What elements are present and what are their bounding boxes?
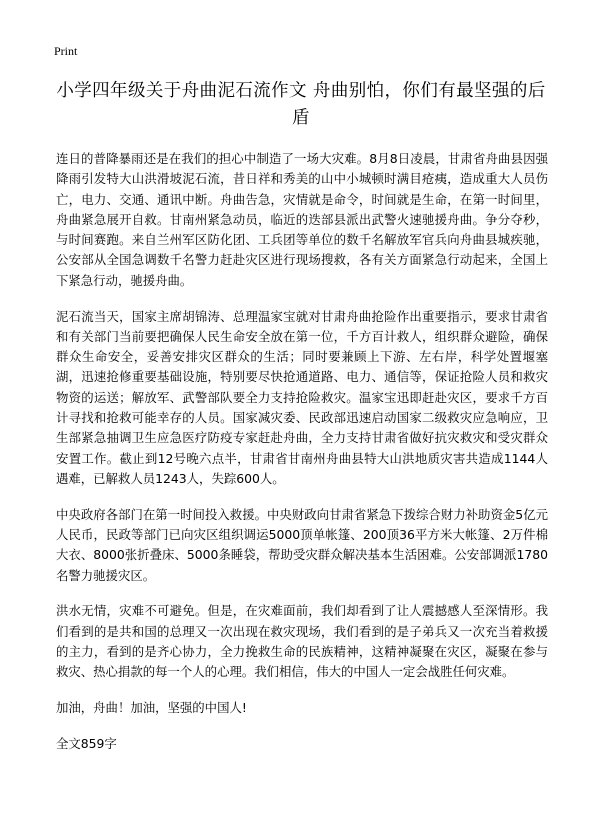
word-count: 全文859字 <box>56 735 117 751</box>
article-title: 小学四年级关于舟曲泥石流作文 舟曲别怕，你们有最坚强的后盾 <box>56 81 546 128</box>
paragraph-5: 加油，舟曲！加油，坚强的中国人! <box>56 700 247 716</box>
article-body <box>56 149 548 770</box>
print-link[interactable]: Print <box>54 44 78 58</box>
paragraph-2: 泥石流当天，国家主席胡锦涛、总理温家宝就对甘肃舟曲抢险作出重要指示，要求甘肃省和有关部门当前要把确保人民生命安全放在第一位，千方百计救人，组织群众避险，确保群众生命安全，妥善安排灾区群众的生活；同时要兼顾上下游、左右岸，科学处置堰塞湖，迅速抢修重要基础设施，特别要尽快抢通道路、电力、通信等，保证抢险人员和救灾物资的运送；解放军、武警部队要全力支持抢险救灾。温家宝迅即赶赴灾区，要求千方百计寻找和抢救可能幸存的人员。国家减灾委、民政部迅速启动国家二级救灾应急响应，卫生部紧急抽调卫生应急医疗防疫专家赶赴舟曲，全力支持甘肃省做好抗灾救灾和受灾群众安置工作。截止到12号晚六点半，甘肃省甘南州舟曲县特大山洪地质灾害共造成1144人遇难，已解救人员1243人，失踪600人。 <box>56 308 548 486</box>
paragraph-4: 洪水无情，灾难不可避免。但是，在灾难面前，我们却看到了让人震撼感人至深情形。我们看到的是共和国的总理又一次出现在救灾现场，我们看到的是子弟兵又一次充当着救援的主力，看到的是齐心协力，全力挽救生命的民族精神，这精神凝聚在灾区，凝聚在参与救灾、热心捐款的每一个人的心理。我们相信，伟大的中国人一定会战胜任何灾难。 <box>56 603 548 680</box>
paragraph-1: 连日的普降暴雨还是在我们的担心中制造了一场大灾难。8月8日凌晨，甘肃省舟曲县因强降雨引发特大山洪滑坡泥石流，昔日祥和秀美的山中小城顿时满目疮痍，造成重大人员伤亡，电力、交通、通讯中断。舟曲告急，灾情就是命令，时间就是生命，在第一时间里，舟曲紧急展开自救。甘南州紧急动员，临近的迭部县派出武警火速驰援舟曲。争分夺秒，与时间赛跑。来自兰州军区防化团、工兵团等单位的数千名解放军官兵向舟曲县城疾驰，公安部从全国急调数千名警力赶赴灾区进行现场搜救，各有关方面紧急行动起来，全国上下紧急行动，驰援舟曲。 <box>56 151 548 288</box>
paragraph-3: 中央政府各部门在第一时间投入救援。中央财政向甘肃省紧急下拨综合财力补助资金5亿元人民币，民政等部门已向灾区组织调运5000顶单帐篷、200顶36平方米大帐篷、2万件棉大衣、8000张折叠床、5000条睡袋，帮助受灾群众解决基本生活困难。公安部调派1780名警力驰援灾区。 <box>56 506 548 583</box>
